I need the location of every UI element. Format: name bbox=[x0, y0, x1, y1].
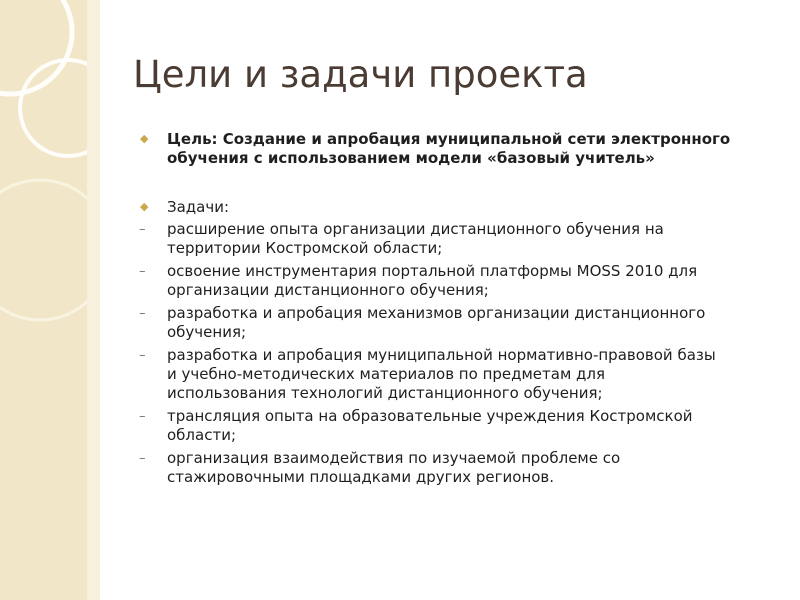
bullet-icon: ◆ bbox=[140, 132, 149, 145]
task-line: организации дистанционного обучения; bbox=[167, 281, 489, 299]
task-line: и учебно-методических материалов по предметам для bbox=[167, 365, 606, 383]
task-item bbox=[138, 220, 768, 258]
bullet-icon: ◆ bbox=[140, 200, 149, 213]
task-line: области; bbox=[167, 426, 236, 444]
task-item bbox=[138, 304, 768, 342]
goal-line: обучения с использованием модели «базовый учитель» bbox=[167, 149, 655, 167]
goal-line: Цель: Создание и апробация муниципальной сети электронного bbox=[167, 130, 731, 148]
task-line: трансляция опыта на образовательные учреждения Костромской bbox=[167, 407, 693, 425]
task-line: стажировочными площадками других регионов. bbox=[167, 468, 555, 486]
dash-icon: – bbox=[139, 264, 146, 279]
decorative-side-panel bbox=[0, 0, 87, 600]
task-line: освоение инструментария портальной платформы MOSS 2010 для bbox=[167, 262, 698, 280]
task-item bbox=[138, 262, 768, 300]
task-line: разработка и апробация муниципальной нормативно-правовой базы bbox=[167, 346, 716, 364]
dash-icon: – bbox=[139, 222, 146, 237]
slide-title: Цели и задачи проекта bbox=[133, 53, 588, 96]
task-line: разработка и апробация механизмов организации дистанционного bbox=[167, 304, 706, 322]
tasks-label: Задачи: bbox=[167, 198, 230, 216]
goal-item bbox=[138, 130, 768, 168]
tasks-label-item bbox=[138, 198, 768, 217]
dash-icon: – bbox=[139, 409, 146, 424]
task-line: обучения; bbox=[167, 323, 247, 341]
task-line: расширение опыта организации дистанционного обучения на bbox=[167, 220, 664, 238]
task-line: организация взаимодействия по изучаемой проблеме со bbox=[167, 449, 621, 467]
task-line: использования технологий дистанционного обучения; bbox=[167, 384, 603, 402]
dash-icon: – bbox=[139, 306, 146, 321]
task-item bbox=[138, 449, 768, 487]
decorative-strip bbox=[87, 0, 100, 600]
task-line: территории Костромской области; bbox=[167, 239, 443, 257]
task-item bbox=[138, 407, 768, 445]
decorative-circles bbox=[0, 0, 87, 600]
dash-icon: – bbox=[139, 451, 146, 466]
dash-icon: – bbox=[139, 348, 146, 363]
task-item bbox=[138, 346, 768, 403]
slide-content bbox=[138, 130, 768, 491]
